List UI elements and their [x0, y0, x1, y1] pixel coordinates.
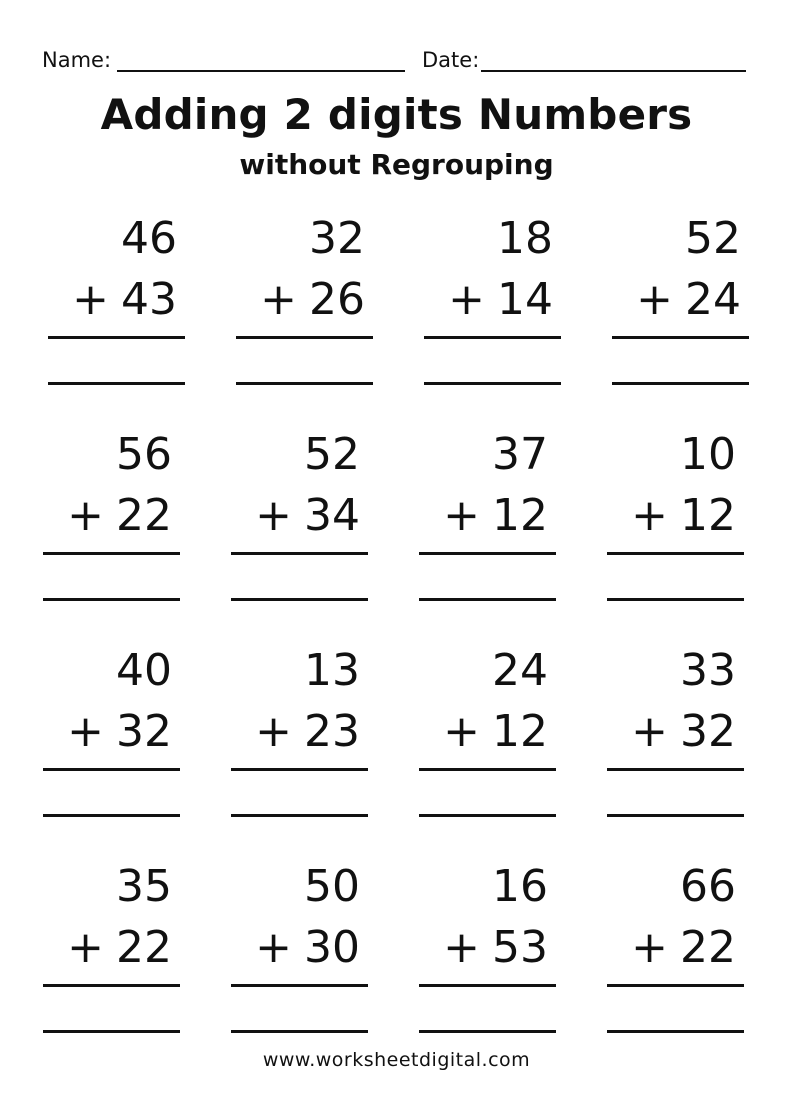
plus-sign: + — [67, 922, 104, 973]
problem-10 — [231, 643, 368, 823]
problem-bottom-line — [67, 704, 172, 760]
problem-top-number: 66 — [680, 861, 736, 912]
plus-sign: + — [631, 706, 668, 757]
answer-line[interactable] — [612, 382, 749, 385]
sum-rule — [419, 984, 556, 987]
header-fields — [42, 44, 754, 76]
problem-bottom-number: 34 — [304, 490, 360, 541]
problem-14 — [231, 859, 368, 1039]
answer-line[interactable] — [236, 382, 373, 385]
plus-sign: + — [67, 490, 104, 541]
problem-bottom-line — [631, 704, 736, 760]
answer-line[interactable] — [607, 1030, 744, 1033]
problem-bottom-line — [443, 920, 548, 976]
problem-top-number: 52 — [304, 429, 360, 480]
plus-sign: + — [255, 922, 292, 973]
problem-bottom-number: 53 — [492, 922, 548, 973]
sum-rule — [43, 984, 180, 987]
plus-sign: + — [443, 490, 480, 541]
problem-15 — [419, 859, 556, 1039]
problem-3 — [424, 211, 561, 391]
sum-rule — [43, 552, 180, 555]
problem-top-number: 24 — [492, 645, 548, 696]
sum-rule — [231, 552, 368, 555]
problem-top-number: 37 — [492, 429, 548, 480]
problem-bottom-line — [67, 920, 172, 976]
problem-bottom-number: 26 — [309, 274, 365, 325]
problem-bottom-line — [448, 272, 553, 328]
problem-top-number: 10 — [680, 429, 736, 480]
problem-6 — [231, 427, 368, 607]
page-subtitle: without Regrouping — [239, 148, 554, 181]
problem-bottom-number: 22 — [116, 922, 172, 973]
name-blank-line[interactable] — [117, 44, 405, 72]
problem-bottom-line — [636, 272, 741, 328]
answer-line[interactable] — [607, 598, 744, 601]
problem-bottom-number: 22 — [116, 490, 172, 541]
problem-top-number: 35 — [116, 861, 172, 912]
sum-rule — [607, 984, 744, 987]
problem-bottom-number: 32 — [680, 706, 736, 757]
plus-sign: + — [72, 274, 109, 325]
problem-5 — [43, 427, 180, 607]
answer-line[interactable] — [607, 814, 744, 817]
plus-sign: + — [255, 490, 292, 541]
date-blank-line[interactable] — [481, 44, 746, 72]
problem-top-number: 46 — [121, 213, 177, 264]
date-label: Date: — [422, 48, 480, 72]
answer-line[interactable] — [419, 814, 556, 817]
date-field[interactable] — [422, 44, 746, 76]
sum-rule — [607, 768, 744, 771]
problem-bottom-number: 22 — [680, 922, 736, 973]
problem-bottom-number: 43 — [121, 274, 177, 325]
answer-line[interactable] — [231, 598, 368, 601]
answer-line[interactable] — [419, 1030, 556, 1033]
answer-line[interactable] — [231, 814, 368, 817]
problem-top-number: 50 — [304, 861, 360, 912]
name-field[interactable] — [42, 44, 405, 76]
answer-line[interactable] — [43, 1030, 180, 1033]
sum-rule — [236, 336, 373, 339]
sum-rule — [43, 768, 180, 771]
plus-sign: + — [443, 706, 480, 757]
sum-rule — [48, 336, 185, 339]
problem-12 — [607, 643, 744, 823]
problem-16 — [607, 859, 744, 1039]
problem-top-number: 33 — [680, 645, 736, 696]
name-label: Name: — [42, 48, 112, 72]
problem-top-number: 56 — [116, 429, 172, 480]
problem-top-number: 18 — [497, 213, 553, 264]
problem-1 — [48, 211, 185, 391]
problem-top-number: 52 — [685, 213, 741, 264]
plus-sign: + — [448, 274, 485, 325]
problem-bottom-line — [260, 272, 365, 328]
plus-sign: + — [67, 706, 104, 757]
sum-rule — [424, 336, 561, 339]
problem-bottom-number: 30 — [304, 922, 360, 973]
problem-bottom-number: 12 — [680, 490, 736, 541]
problem-top-number: 32 — [309, 213, 365, 264]
problem-9 — [43, 643, 180, 823]
problem-7 — [419, 427, 556, 607]
plus-sign: + — [255, 706, 292, 757]
sum-rule — [231, 768, 368, 771]
problem-bottom-line — [255, 488, 360, 544]
problem-bottom-line — [631, 488, 736, 544]
problem-bottom-number: 23 — [304, 706, 360, 757]
plus-sign: + — [631, 490, 668, 541]
problem-bottom-line — [72, 272, 177, 328]
sum-rule — [231, 984, 368, 987]
plus-sign: + — [260, 274, 297, 325]
problem-2 — [236, 211, 373, 391]
answer-line[interactable] — [419, 598, 556, 601]
problem-bottom-line — [443, 488, 548, 544]
problem-top-number: 13 — [304, 645, 360, 696]
sum-rule — [419, 552, 556, 555]
sum-rule — [419, 768, 556, 771]
problem-4 — [612, 211, 749, 391]
page-title: Adding 2 digits Numbers — [100, 90, 693, 139]
plus-sign: + — [631, 922, 668, 973]
problem-bottom-line — [631, 920, 736, 976]
plus-sign: + — [636, 274, 673, 325]
problem-11 — [419, 643, 556, 823]
footer-url: www.worksheetdigital.com — [262, 1049, 531, 1071]
problem-bottom-line — [255, 704, 360, 760]
problem-8 — [607, 427, 744, 607]
problem-bottom-number: 32 — [116, 706, 172, 757]
problem-bottom-number: 14 — [497, 274, 553, 325]
problem-bottom-line — [443, 704, 548, 760]
answer-line[interactable] — [424, 382, 561, 385]
problem-bottom-number: 24 — [685, 274, 741, 325]
problem-bottom-number: 12 — [492, 706, 548, 757]
answer-line[interactable] — [48, 382, 185, 385]
problem-bottom-line — [255, 920, 360, 976]
problem-bottom-number: 12 — [492, 490, 548, 541]
problem-13 — [43, 859, 180, 1039]
answer-line[interactable] — [43, 814, 180, 817]
plus-sign: + — [443, 922, 480, 973]
problem-bottom-line — [67, 488, 172, 544]
answer-line[interactable] — [231, 1030, 368, 1033]
sum-rule — [612, 336, 749, 339]
answer-line[interactable] — [43, 598, 180, 601]
problem-top-number: 16 — [492, 861, 548, 912]
problem-top-number: 40 — [116, 645, 172, 696]
sum-rule — [607, 552, 744, 555]
